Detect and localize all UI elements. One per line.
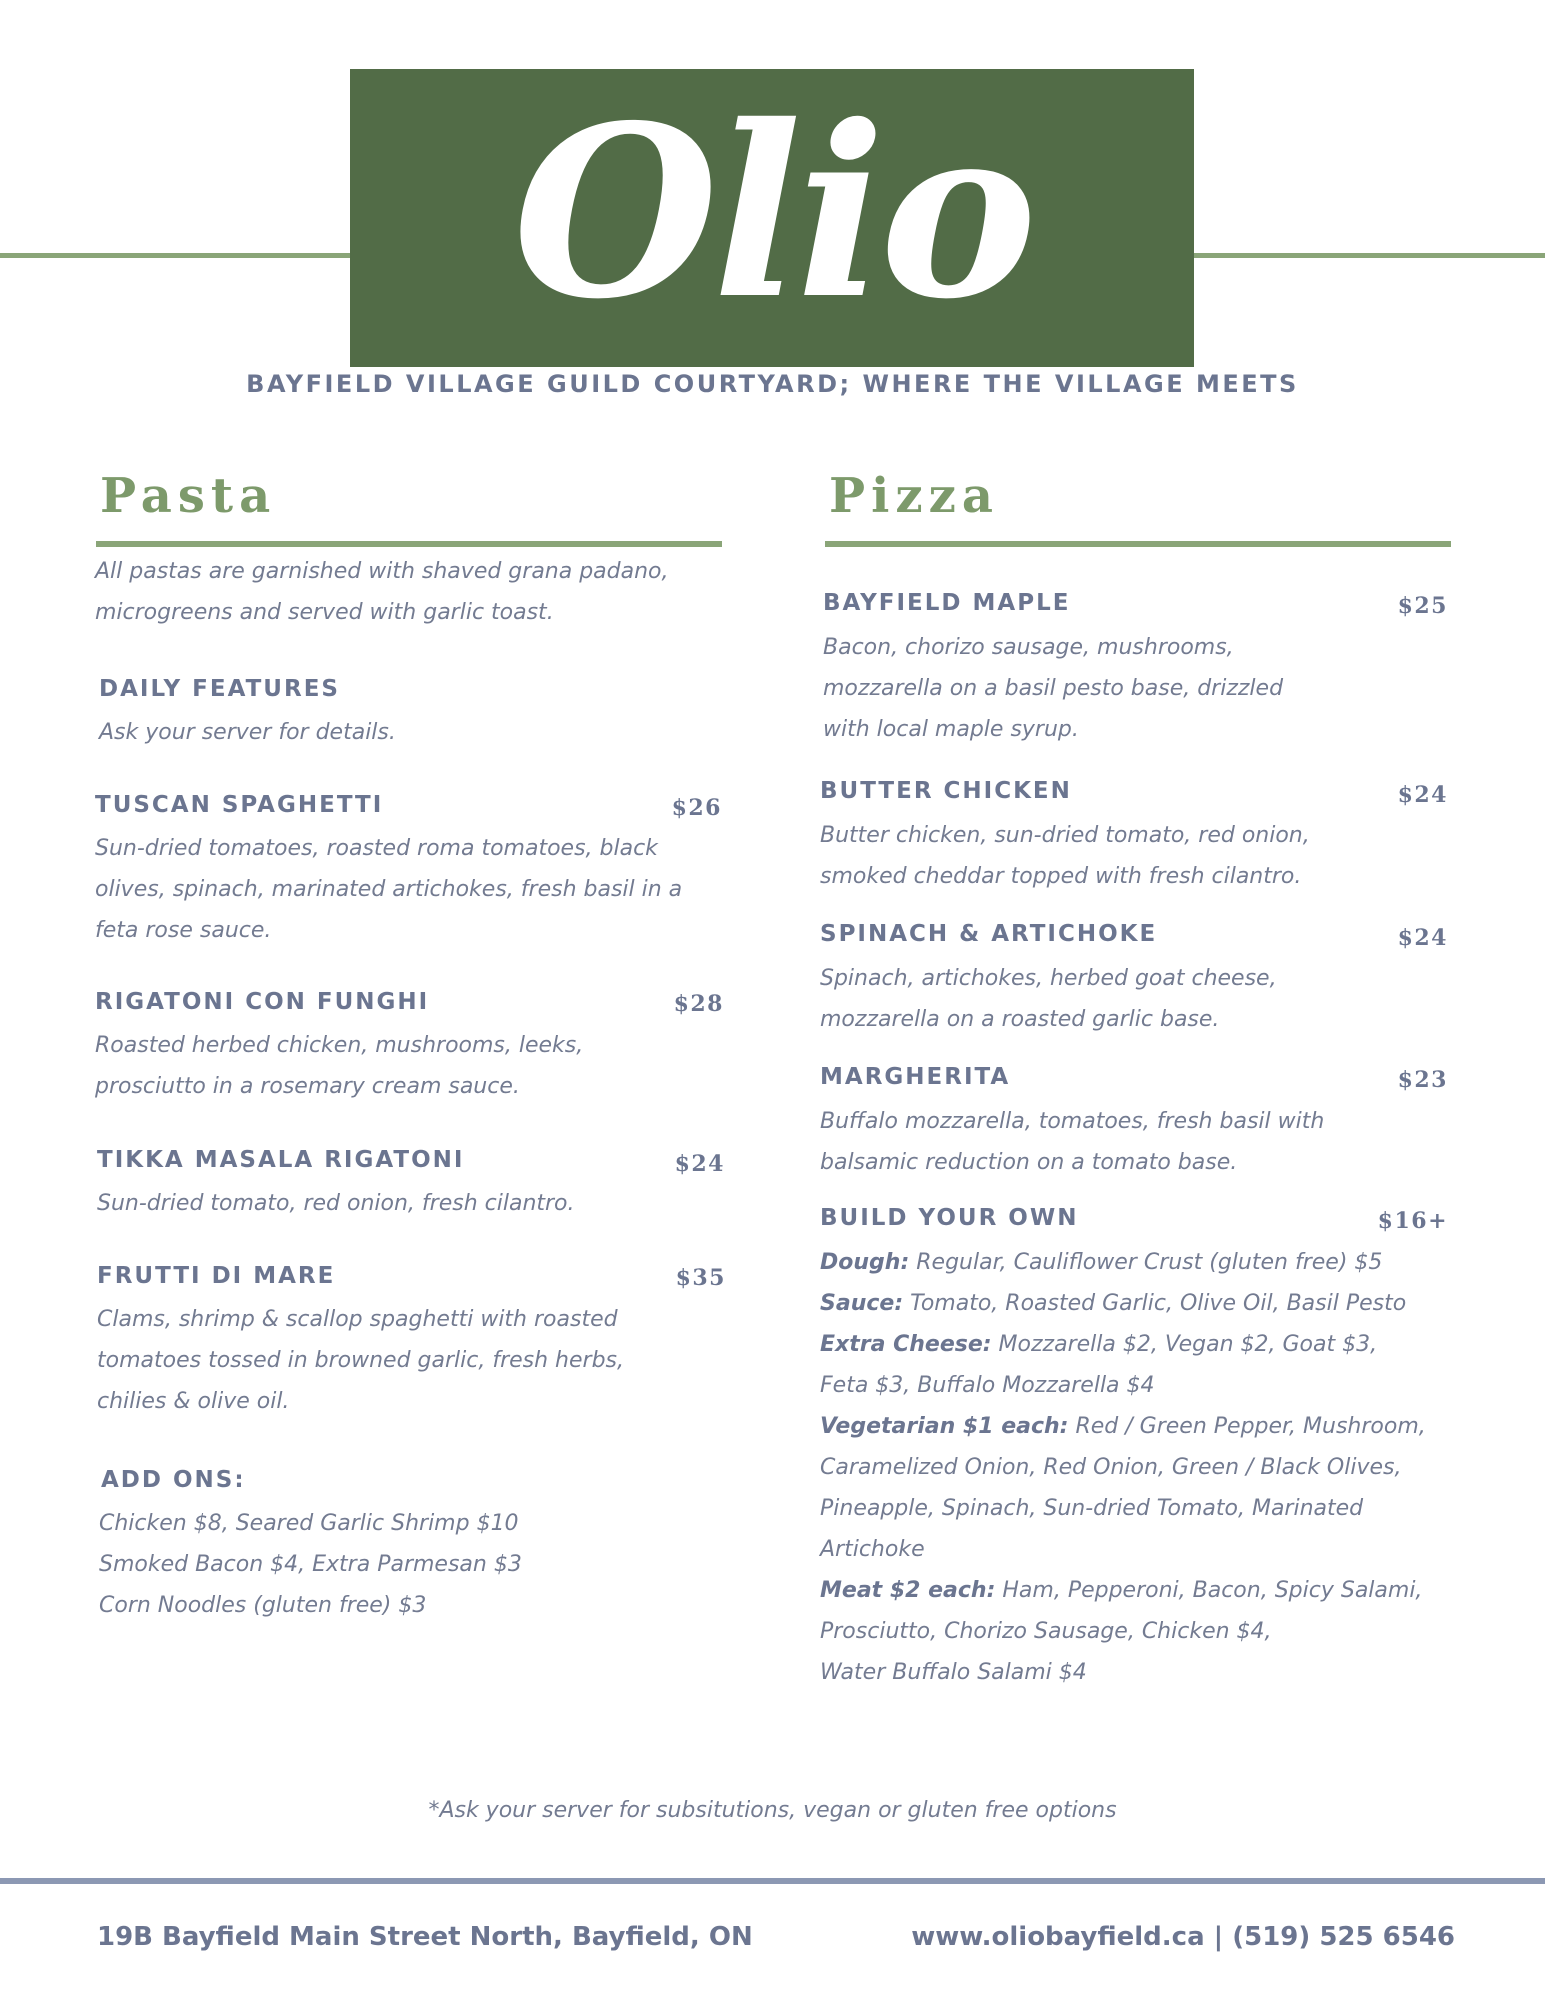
build-option-line — [820, 1365, 1426, 1406]
menu-item-desc-line: mozzarella on a roasted garlic base. — [820, 1007, 1220, 1032]
build-option-text: Ham, Pepperoni, Bacon, Spicy Salami, — [995, 1578, 1423, 1603]
menu-item-name: MARGHERITA — [820, 1064, 1011, 1090]
build-option-text: Water Buffalo Salami $4 — [820, 1660, 1087, 1685]
menu-item-name: FRUTTI DI MARE — [97, 1263, 336, 1289]
menu-item-desc-line: olives, spinach, marinated artichokes, fresh basil in a — [95, 877, 683, 902]
build-option-line — [820, 1324, 1426, 1365]
menu-item-name: BUTTER CHICKEN — [820, 778, 1072, 804]
menu-item-desc-line: Sun-dried tomato, red onion, fresh cilantro. — [97, 1191, 575, 1216]
menu-item-name: SPINACH & ARTICHOKE — [820, 921, 1158, 947]
menu-item-desc — [97, 1183, 575, 1224]
pasta-rule — [96, 541, 722, 547]
build-option-text: Feta $3, Buffalo Mozzarella $4 — [820, 1373, 1155, 1398]
daily-features-heading: DAILY FEATURES — [99, 676, 340, 702]
pasta-title: Pasta — [100, 468, 277, 524]
build-option-line — [820, 1652, 1426, 1693]
menu-item-desc-line: with local maple syrup. — [823, 717, 1079, 742]
build-option-line — [820, 1242, 1426, 1283]
menu-item-name: TIKKA MASALA RIGATONI — [97, 1147, 465, 1173]
build-option-label: Dough: — [820, 1250, 910, 1275]
build-option-text: Red / Green Pepper, Mushroom, — [1068, 1414, 1426, 1439]
menu-item-price: $23 — [1397, 1067, 1448, 1093]
daily-features-desc — [99, 712, 396, 753]
menu-item-desc-line: chilies & olive oil. — [97, 1389, 290, 1414]
build-option-label: Meat $2 each: — [820, 1578, 996, 1603]
menu-item-price: $24 — [1397, 782, 1448, 808]
menu-item-price: $35 — [675, 1265, 726, 1291]
addons-heading: ADD ONS: — [101, 1467, 246, 1493]
logo — [350, 69, 1194, 367]
menu-item-price: $16+ — [1377, 1208, 1448, 1234]
build-option-text: Pineapple, Spinach, Sun-dried Tomato, Marinated — [820, 1496, 1364, 1521]
menu-item-desc — [823, 627, 1283, 750]
build-option-text: Mozzarella $2, Vegan $2, Goat $3, — [991, 1332, 1378, 1357]
menu-item-desc-line: tomatoes tossed in browned garlic, fresh herbs, — [97, 1348, 624, 1373]
menu-item-price: $26 — [671, 795, 722, 821]
menu-item-desc — [820, 958, 1277, 1040]
addon-line: Chicken $8, Seared Garlic Shrimp $10 — [99, 1511, 519, 1536]
menu-item-desc-line: prosciutto in a rosemary cream sauce. — [95, 1074, 520, 1099]
menu-item-name: BAYFIELD MAPLE — [823, 590, 1071, 616]
build-option-label: Extra Cheese: — [820, 1332, 992, 1357]
pizza-rule — [825, 541, 1451, 547]
menu-item-desc — [97, 1299, 624, 1422]
menu-item-price: $25 — [1397, 593, 1448, 619]
build-option-text: Prosciutto, Chorizo Sausage, Chicken $4, — [820, 1619, 1272, 1644]
menu-item-desc — [95, 1025, 583, 1107]
menu-item-price: $24 — [674, 1151, 725, 1177]
menu-item-desc — [95, 828, 682, 951]
footer-address: 19B Bayfield Main Street North, Bayfield, ON — [97, 1922, 753, 1952]
pasta-intro — [95, 551, 669, 633]
build-option-line — [820, 1447, 1426, 1488]
menu-item-name: BUILD YOUR OWN — [820, 1205, 1079, 1231]
footer-contact: www.oliobayfield.ca | (519) 525 6546 — [911, 1922, 1455, 1952]
header-line-right — [1194, 253, 1545, 258]
addon-line: Smoked Bacon $4, Extra Parmesan $3 — [99, 1552, 522, 1577]
menu-item-price: $24 — [1397, 925, 1448, 951]
menu-item-desc — [820, 815, 1310, 897]
build-option-line — [820, 1406, 1426, 1447]
logo-text: Olio — [512, 73, 1032, 351]
build-option-text: Regular, Cauliflower Crust (gluten free) $5 — [909, 1250, 1383, 1275]
build-option-label: Vegetarian $1 each: — [820, 1414, 1069, 1439]
menu-item-desc-line: mozzarella on a basil pesto base, drizzled — [823, 676, 1284, 701]
build-option-text: Artichoke — [820, 1537, 925, 1562]
pasta-intro-line: microgreens and served with garlic toast. — [95, 600, 554, 625]
addons-list — [99, 1503, 522, 1626]
build-option-label: Sauce: — [820, 1291, 904, 1316]
tagline: BAYFIELD VILLAGE GUILD COURTYARD; WHERE THE VILLAGE MEETS — [246, 370, 1299, 398]
header-line-left — [0, 253, 350, 258]
menu-item-desc-line: Sun-dried tomatoes, roasted roma tomatoes, black — [95, 836, 658, 861]
menu-item-desc — [820, 1101, 1324, 1183]
build-option-line — [820, 1570, 1426, 1611]
footer-rule — [0, 1878, 1545, 1884]
build-option-line — [820, 1488, 1426, 1529]
daily-features-desc-line: Ask your server for details. — [99, 720, 396, 745]
menu-item-desc-line: Buffalo mozzarella, tomatoes, fresh basil with — [820, 1109, 1325, 1134]
menu-item-name: TUSCAN SPAGHETTI — [95, 792, 384, 818]
build-your-own-options — [820, 1242, 1426, 1693]
build-option-text: Tomato, Roasted Garlic, Olive Oil, Basil Pesto — [903, 1291, 1407, 1316]
build-option-line — [820, 1529, 1426, 1570]
footnote: *Ask your server for subsitutions, vegan or gluten free options — [428, 1798, 1117, 1823]
menu-item-name: RIGATONI CON FUNGHI — [95, 989, 430, 1015]
menu-item-desc-line: balsamic reduction on a tomato base. — [820, 1150, 1238, 1175]
addon-line: Corn Noodles (gluten free) $3 — [99, 1593, 427, 1618]
menu-item-price: $28 — [673, 991, 724, 1017]
menu-item-desc-line: Spinach, artichokes, herbed goat cheese, — [820, 966, 1277, 991]
build-option-line — [820, 1611, 1426, 1652]
menu-item-desc-line: Clams, shrimp & scallop spaghetti with roasted — [97, 1307, 618, 1332]
menu-item-desc-line: Roasted herbed chicken, mushrooms, leeks, — [95, 1033, 584, 1058]
menu-item-desc-line: smoked cheddar topped with fresh cilantro. — [820, 864, 1302, 889]
menu-item-desc-line: Bacon, chorizo sausage, mushrooms, — [823, 635, 1234, 660]
pizza-title: Pizza — [829, 468, 999, 524]
menu-item-desc-line: feta rose sauce. — [95, 918, 272, 943]
build-option-text: Caramelized Onion, Red Onion, Green / Black Olives, — [820, 1455, 1402, 1480]
pasta-intro-line: All pastas are garnished with shaved grana padano, — [95, 559, 669, 584]
build-option-line — [820, 1283, 1426, 1324]
menu-item-desc-line: Butter chicken, sun-dried tomato, red onion, — [820, 823, 1310, 848]
